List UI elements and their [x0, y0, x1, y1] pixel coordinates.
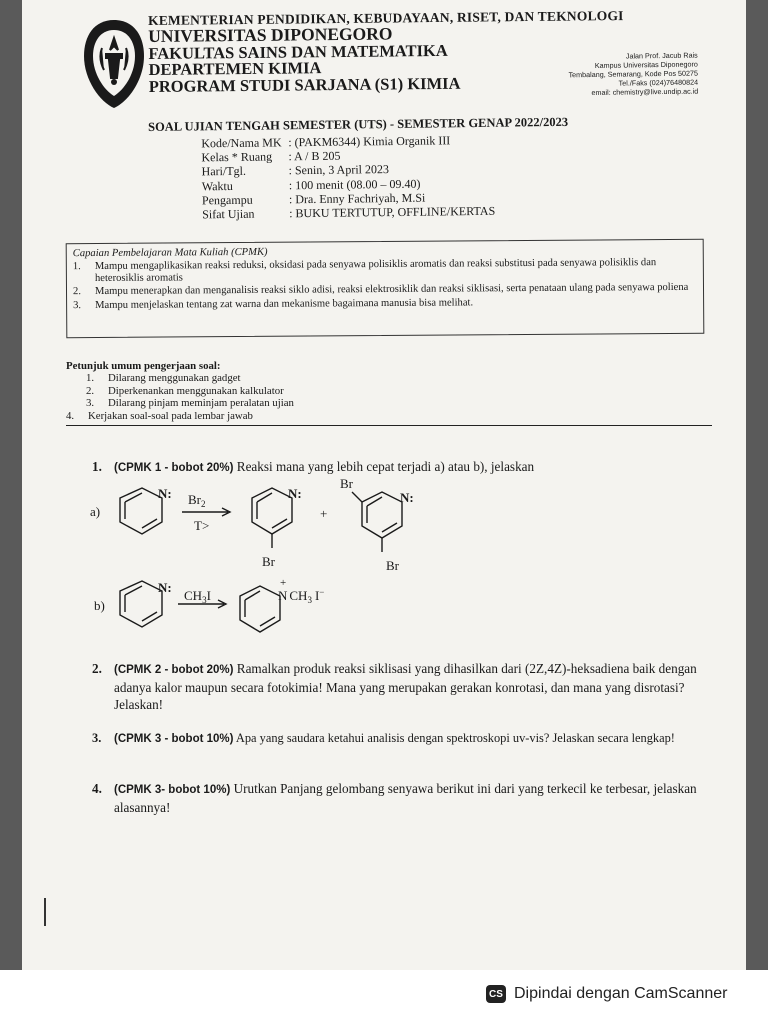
address-line: email: chemistry@live.undip.ac.id [591, 86, 699, 98]
instructions-title: Petunjuk umum pengerjaan soal: [66, 360, 221, 372]
question-tag: (CPMK 2 - bobot 20%) [114, 664, 234, 676]
label-a: a) [90, 504, 101, 519]
exam-info [148, 115, 569, 222]
item-text: Dilarang pinjam meminjam peralatan ujian [108, 397, 294, 410]
cpmk-box [66, 239, 705, 338]
department-name: DEPARTEMEN KIMIA [148, 58, 322, 80]
list-item [86, 385, 712, 397]
meta-value: : A / B 205 [288, 148, 341, 164]
pen-mark [44, 898, 46, 926]
dibromopyridine-double-bonds [367, 497, 397, 532]
item-text: Kerjakan soal-soal pada lembar jawab [88, 409, 253, 422]
pyridine-ring [120, 488, 162, 534]
question-4 [92, 780, 700, 816]
bromopyridine-ring [252, 488, 292, 534]
item-text: Diperkenankan menggunakan kalkulator [108, 384, 284, 397]
question-3 [92, 730, 700, 748]
camscanner-watermark [486, 985, 727, 1003]
program-name: PROGRAM STUDI SARJANA (S1) KIMIA [148, 73, 461, 97]
br-substituent: Br [340, 476, 353, 491]
address-line: Tembalang, Semarang, Kode Pos 50275 [568, 68, 699, 80]
item-number: 3. [86, 397, 95, 410]
item-number: 4. [66, 409, 75, 422]
item-text: Dilarang menggunakan gadget [108, 372, 241, 385]
question-tag: (CPMK 3- bobot 10%) [114, 784, 231, 796]
item-number: 2. [72, 285, 82, 297]
label-b: b) [94, 598, 105, 613]
question-number: 4. [92, 781, 102, 796]
meta-label: Kode/Nama MK [201, 135, 282, 151]
list-item [66, 410, 712, 422]
arrow-a [182, 508, 230, 516]
address-line: Tel./Faks (024)76480824 [618, 77, 699, 88]
product-b: N $CH_3$ I− [278, 587, 325, 605]
positive-charge: + [280, 577, 287, 589]
exam-meta [201, 132, 569, 222]
meta-value: : BUKU TERTUTUP, OFFLINE/KERTAS [289, 203, 496, 221]
instructions [66, 360, 712, 422]
instructions-list [86, 372, 712, 409]
question-tag: (CPMK 3 - bobot 10%) [114, 733, 234, 745]
item-number: 2. [86, 384, 95, 397]
pyridine-ring-b [120, 581, 162, 627]
exam-title: SOAL UJIAN TENGAH SEMESTER (UTS) - SEMESTER GENAP 2022/2023 [148, 114, 569, 134]
pyridine-double-bonds [125, 493, 157, 528]
item-number: 3. [73, 300, 82, 312]
n-atom: N: [400, 490, 414, 505]
question-1 [92, 458, 692, 477]
n-atom: N: [288, 486, 302, 501]
item-number: 1. [86, 372, 95, 385]
meta-label: Pengampu [201, 192, 253, 208]
item-number: 1. [72, 260, 81, 272]
n-atom: N: [158, 580, 172, 595]
question-2 [92, 660, 700, 713]
question-text: Urutkan Panjang gelombang senyawa berikut ini dari yang terkecil ke terbesar, jelaskan alasannya! [114, 781, 697, 815]
question-number: 1. [92, 459, 102, 474]
reaction-scheme [90, 476, 510, 646]
br-substituent: Br [262, 554, 275, 569]
camscanner-label: Dipindai dengan CamScanner [514, 985, 728, 1002]
condition-a: T> [194, 518, 210, 533]
list-item [86, 372, 712, 384]
question-tag: (CPMK 1 - bobot 20%) [114, 462, 234, 474]
br-substituent: Br [386, 558, 399, 573]
question-number: 2. [92, 661, 102, 676]
list-item [73, 296, 697, 313]
meta-value: : Senin, 3 April 2023 [288, 162, 390, 178]
meta-label: Kelas * Ruang [201, 149, 273, 165]
cpmk-list [73, 256, 697, 313]
faculty-name: FAKULTAS SAINS DAN MATEMATIKA [148, 40, 448, 63]
pyridinium-double-bonds [245, 591, 275, 626]
university-name: UNIVERSITAS DIPONEGORO [148, 23, 393, 46]
pyridinium-ring [240, 586, 280, 632]
meta-value: : (PAKM6344) Kimia Organik III [288, 133, 451, 150]
dibromopyridine-ring [362, 492, 402, 538]
meta-value: : 100 menit (08.00 – 09.40) [288, 176, 421, 192]
address-block [488, 51, 699, 99]
meta-label: Hari/Tgl. [201, 164, 247, 179]
camscanner-icon: CS [486, 985, 506, 1003]
meta-value: : Dra. Enny Fachriyah, M.Si [288, 190, 426, 207]
list-item [86, 397, 712, 409]
instructions-list-last [66, 410, 712, 422]
reagent-a: $Br_2$ [188, 492, 206, 509]
address-line: Jalan Prof. Jacub Rais [625, 50, 698, 61]
address-line: Kampus Universitas Diponegoro [594, 59, 698, 70]
question-number: 3. [92, 731, 102, 745]
question-text: Ramalkan produk reaksi siklisasi yang dihasilkan dari (2Z,4Z)-heksadiena baik dengan adanya kalor maupun secara fotokimia! Mana yang merupakan gerakan konrotasi, dan mana yang disrotasi? Jelaskan! [114, 661, 697, 712]
pyridine-b-double-bonds [125, 586, 157, 621]
ministry-name: KEMENTERIAN PENDIDIKAN, KEBUDAYAAN, RISET, DAN TEKNOLOGI [147, 8, 624, 28]
item-text: Mampu menerapkan dan menganalisis reaksi siklo adisi, reaksi elektrosiklik dan reaksi siklisasi, serta penataan ulang pada senyawa poliena [94, 281, 689, 297]
cpmk-caption: Capaian Pembelajaran Mata Kuliah (CPMK) [72, 246, 268, 260]
reagent-b: $CH_3I$ [184, 588, 211, 605]
question-text: Reaksi mana yang lebih cepat terjadi a) atau b), jelaskan [233, 459, 535, 474]
item-text: Mampu menjelaskan tentang zat warna dan mekanisme bagaimana manusia bisa melihat. [95, 297, 474, 312]
n-atom: N: [158, 486, 172, 501]
bromopyridine-double-bonds [257, 493, 287, 528]
meta-label: Waktu [201, 178, 233, 193]
plus-sign: + [320, 506, 328, 521]
meta-label: Sifat Ujian [202, 206, 255, 222]
item-text: Mampu mengaplikasikan reaksi reduksi, oksidasi pada senyawa polisiklis aromatis dan reaksi substitusi pada senyawa polisiklis dan heterosiklis aromatis [94, 256, 657, 285]
university-logo [82, 18, 146, 110]
question-text: Apa yang saudara ketahui analisis dengan spektroskopi uv-vis? Jelaskan secara lengkap! [233, 731, 675, 745]
divider [66, 425, 712, 426]
